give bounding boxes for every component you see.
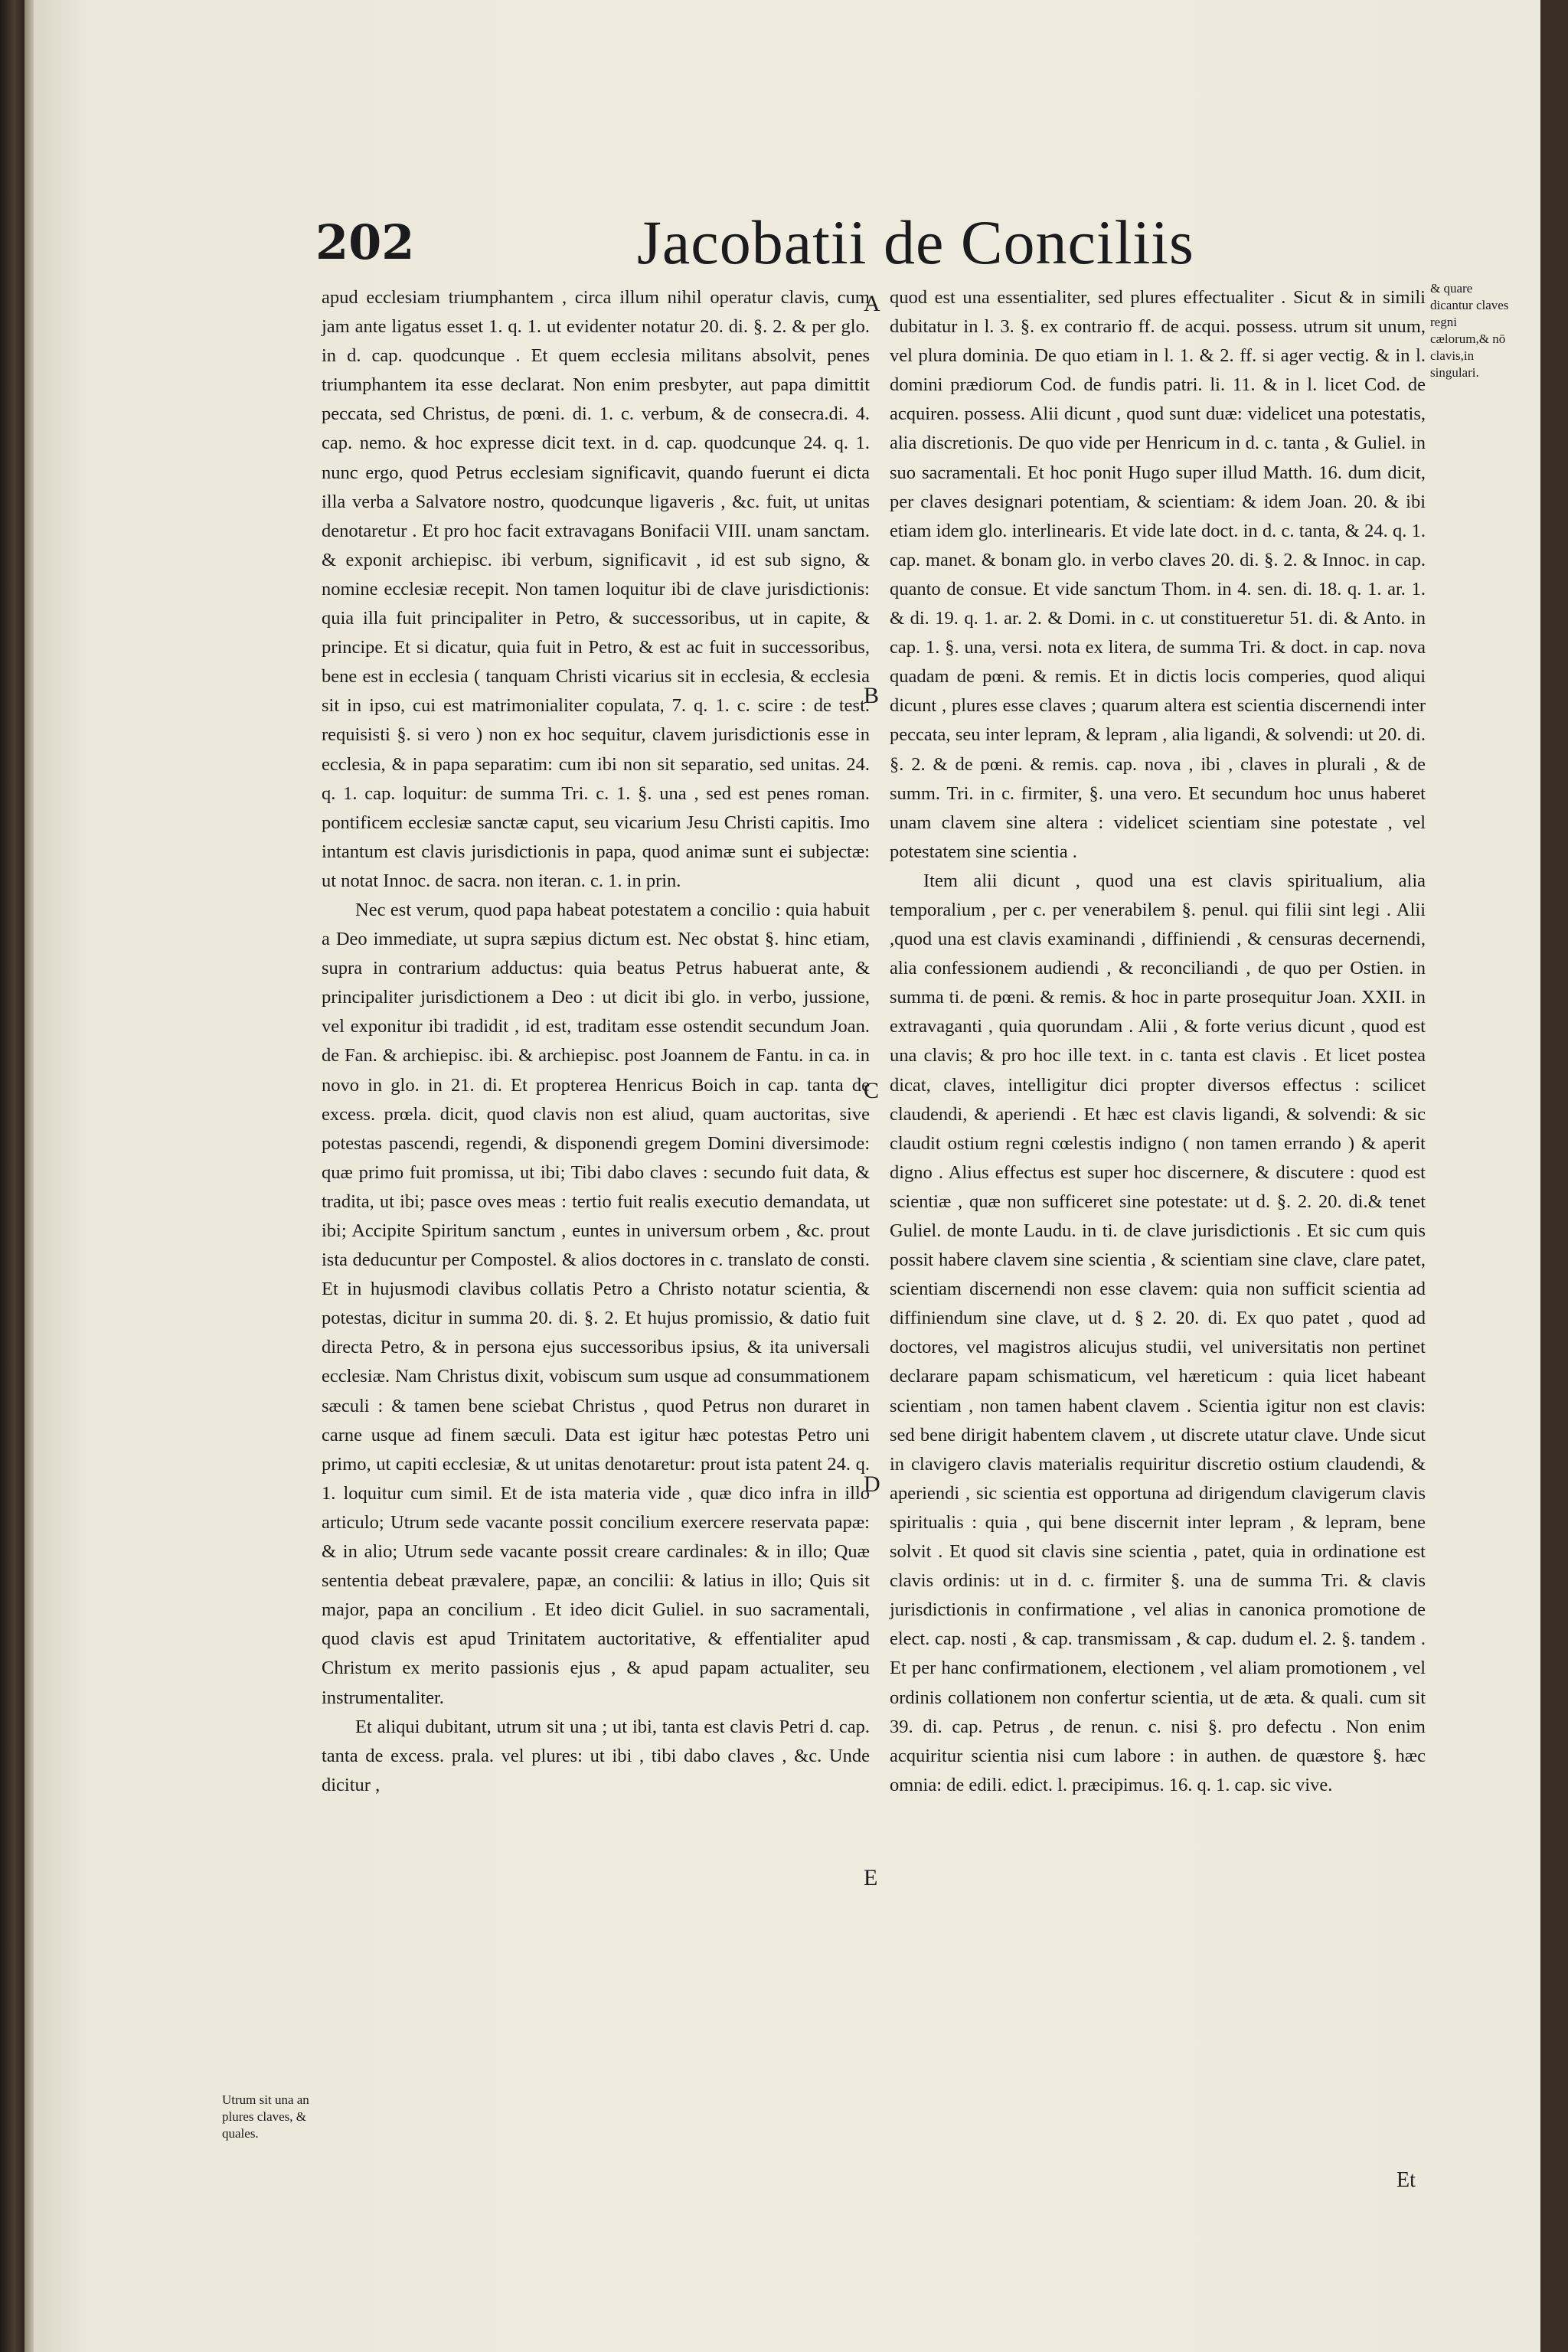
section-letter-d: D xyxy=(864,1472,880,1497)
paragraph: Et aliqui dubitant, utrum sit una ; ut ibi, tanta est clavis Petri d. cap. tanta de excess. prala. vel plures: ut ibi , tibi dabo claves , &c. Unde dicitur , xyxy=(322,1716,870,1795)
book-binding xyxy=(0,0,24,2352)
section-letter-e: E xyxy=(864,1865,878,1890)
catchword: Et xyxy=(1396,2168,1416,2192)
left-column xyxy=(322,283,870,1800)
section-letter-c: C xyxy=(864,1078,880,1103)
paragraph: Nec est verum, quod papa habeat potestatem a concilio : quia habuit a Deo immediate, ut supra sæpius dictum est. Nec obstat §. hinc etiam, supra in contrarium adductus: quia beatus Petrus habuerat ante, & principaliter jurisdictionem a Deo : ut dicit ibi glo. in verbo, jussione, vel exponitur ibi tradidit , id est, traditam esse ostendit secundum Joan. de Fan. & archiepisc. ibi. & archiepisc. post Joannem de Fantu. in ca. in novo in glo. in 21. di. Et propterea Henricus Boich in cap. tanta de excess. prœla. dicit, quod clavis non est aliud, quam auctoritas, sive potestas pascendi, regendi, & disponendi gregem Domini diversimode: quæ primo fuit promissa, ut ibi; Tibi dabo claves : secundo fuit data, & tradita, ut ibi; pasce oves meas : tertio fuit realis executio demandata, ut ibi; Accipite Spiritum sanctum , euntes in universum orbem , &c. prout ista deducuntur per Compostel. & alios doctores in c. translato de consti. Et in hujusmodi clavibus collatis Petro a Christo notatur scientia, & potestas, dicitur in summa 20. di. §. 2. Et hujus promissio, & datio fuit directa Petro, & in persona ejus successoribus ipsius, & ita universali ecclesiæ. Nam Christus dixit, vobiscum sum usque ad consummationem sæculi : & tamen bene sciebat Christus , quod Petrus non duraret in carne usque ad finem sæculi. Data est igitur hæc potestas Petro uni primo, ut capiti ecclesiæ, & ut unitas denotaretur: prout ista patent 24. q. 1. loquitur cum simil. Et de ista materia vide , quæ dico infra in illo articulo; Utrum sede vacante possit concilium exercere reservata papæ: & in alio; Utrum sede vacante possit creare cardinales: & in illo; Quæ sententia debeat prævalere, papæ, an concilii: & latius in illo; Quis sit major, papa an concilium . Et ideo dicit Guliel. in suo sacramentali, quod clavis est apud Trinitatem auctoritative, & effentialiter apud Christum ex merito passionis ejus , & apud papam actualiter, seu instrumentaliter. xyxy=(322,899,870,1708)
paragraph: quod est una essentialiter, sed plures effectualiter . Sicut & in simili dubitatur in l. 3. §. ex contrario ff. de acqui. possess. utrum sit unum, vel plura dominia. De quo etiam in l. 1. & 2. ff. si ager vectig. & in l. domini prædiorum Cod. de fundis patri. li. 11. & in l. licet Cod. de acquiren. possess. Alii dicunt , quod sunt duæ: videlicet una potestatis, alia discretionis. De quo vide per Henricum in d. c. tanta , & Guliel. in suo sacramentali. Et hoc ponit Hugo super illud Matth. 16. dum dicit, per claves designari potentiam, & scientiam: & idem Joan. 20. & ibi etiam idem glo. interlinearis. Et vide late doct. in d. c. tanta, & 24. q. 1. cap. manet. & bonam glo. in verbo claves 20. di. §. 2. & Innoc. in cap. quanto de consue. Et vide sanctum Thom. in 4. sen. di. 18. q. 1. ar. 1. & di. 19. q. 1. ar. 2. & Domi. in c. ut constitueretur 51. di. & Anto. in cap. 1. §. una, versi. nota ex litera, de summa Tri. & doct. in cap. nova quadam de pœni. & remis. Et in dictis locis comperies, quod aliqui dicunt , plures esse claves ; quarum altera est scientia discernendi inter peccata, seu inter lepram, & lepram , alia ligandi, & solvendi: ut 20. di. §. 2. & de pœni. & remis. cap. nova , ibi , claves in plurali , & de summ. Tri. in c. firmiter, §. una vero. Et secundum hoc unus haberet unam clavem sine altera : videlicet scientiam sine potestate , vel potestatem sine scientia . xyxy=(890,287,1426,862)
paragraph: apud ecclesiam triumphantem , circa illum nihil operatur clavis, cum jam ante ligatus esset 1. q. 1. ut evidenter notatur 20. di. §. 2. & per glo. in d. cap. quodcunque . Et quem ecclesia militans absolvit, penes triumphantem ita esse declarat. Non enim presbyter, aut papa dimittit peccata, sed Christus, de pœni. di. 1. c. verbum, & de consecra.di. 4. cap. nemo. & hoc expresse dicit text. in d. cap. quodcunque 24. q. 1. nunc ergo, quod Petrus ecclesiam significavit, quando fuerunt ei dicta illa verba a Salvatore nostro, quodcunque ligaveris , &c. fuit, ut unitas denotaretur . Et pro hoc facit extravagans Bonifacii VIII. unam sanctam. & exponit archiepisc. ibi verbum, significavit , id est sub signo, & nomine ecclesiæ recepit. Non tamen loquitur ibi de clave jurisdictionis: quia illa fuit principaliter in Petro, & successoribus, ut in capite, & principe. Et si dicatur, quia fuit in Petro, & est ac fuit in successoribus, bene est in ecclesia ( tanquam Christi vicarius sit in ecclesia, & ecclesia sit in ipso, cui est matrimonialiter copulata, 7. q. 1. c. scire : de test. requisisti §. si vero ) non ex hoc sequitur, clavem jurisdictionis esse in ecclesia, & in papa separatim: cum ibi non sit separatio, sed unitas. 24. q. 1. cap. loquitur: de summa Tri. c. 1. §. una , sed est penes roman. pontificem ecclesiæ sanctæ caput, seu vicarium Jesu Christi capitis. Imo intantum est clavis jurisdictionis in papa, quod animæ sunt ei subjectæ: ut notat Innoc. de sacra. non iteran. c. 1. in prin. xyxy=(322,287,870,891)
page-gutter-shadow xyxy=(24,0,34,2352)
paragraph: Item alii dicunt , quod una est clavis spiritualium, alia temporalium , per c. per venerabilem §. penul. qui filii sint legi . Alii ,quod una est clavis examinandi , diffiniendi , & censuras decernendi, alia confessionem audiendi , & reconciliandi , de quo per Ostien. in summa ti. de pœni. & remis. & hoc in parte prosequitur Joan. XXII. in extravaganti , quia quorundam . Alii , & forte verius dicunt , quod est una clavis; & pro hoc ille text. in c. tanta est clavis . Et licet postea dicat, claves, intelligitur dici propter diversos effectus : scilicet claudendi, & aperiendi . Et hæc est clavis ligandi, & solvendi: & sic claudit ostium regni cœlestis indigno ( non tamen errando ) & aperit digno . Alius effectus est super hoc discernere, & discutere : quod est scientiæ , quæ non sufficeret sine potestate: ut d. §. 2. 20. di.& tenet Guliel. de monte Laudu. in ti. de clave jurisdictionis . Et sic cum quis possit habere clavem sine scientia , & scientiam sine clave, clare patet, scientiam discernendi non esse clavem: quia non sufficit scientia ad diffiniendum sine clave, ut d. § 2. 20. di. Ex quo patet , quod ad doctores, vel magistros alicujus studii, vel universitatis non pertinet declarare papam schismaticum, vel hæreticum : quia licet habeant scientiam , non tamen habent clavem . Scientia igitur non est clavis: sed bene dirigit habentem clavem , ut discrete utatur clave. Unde sicut in clavigero clavis materialis requiritur discretio ostium claudendi, & aperiendi , sic scientia est opportuna ad dirigendum clavigerum clavis spiritualis : quia , qui bene discernit inter lepram , & lepram, bene solvit . Et quod sit clavis sine scientia , patet, quia in ordinatione est clavis ordinis: ut in d. c. firmiter §. una de summa Tri. & clavis jurisdictionis in confirmatione , vel alias in canonica promotione de elect. cap. nosti , & cap. transmissam , & cap. dudum el. 2. §. tandem . Et per hanc confirmationem, electionem , vel aliam promotionem , vel ordinis collationem non confertur scientia, ut de æta. & quali. cum sit 39. di. cap. Petrus , de renun. c. nisi §. pro defectu . Non enim acquiritur scientia nisi cum labore : in authen. de quæstore §. hæc omnia: de edili. edict. l. præcipimus. 16. q. 1. cap. sic vive. xyxy=(890,870,1426,1795)
page-number: 202 xyxy=(315,214,415,270)
running-head: Jacobatii de Conciliis xyxy=(637,207,1194,277)
margin-note-left: Utrum sit una an plures claves, & quales. xyxy=(222,2092,309,2141)
book-page xyxy=(24,0,1540,2352)
section-letter-b: B xyxy=(864,683,880,708)
margin-note-right: & quare dicantur claves regni cælorum,& nō clavis,in singulari. xyxy=(1430,281,1509,380)
right-column xyxy=(890,283,1426,1800)
section-letter-a: A xyxy=(864,291,880,316)
